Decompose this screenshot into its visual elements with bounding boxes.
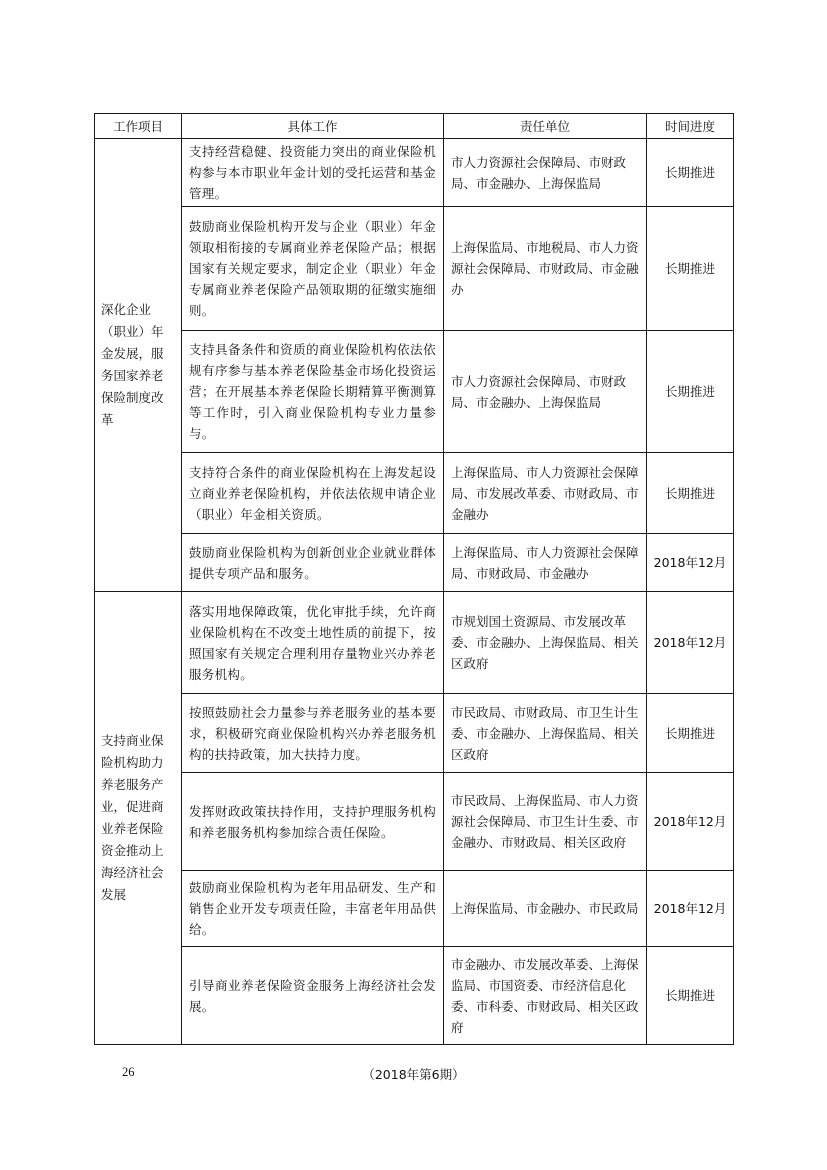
unit-cell: 上海保监局、市金融办、市民政局 bbox=[444, 871, 647, 947]
work-cell: 引导商业养老保险资金服务上海经济社会发展。 bbox=[182, 947, 444, 1045]
time-cell: 2018年12月 bbox=[647, 592, 734, 694]
time-cell: 2018年12月 bbox=[647, 534, 734, 592]
work-cell: 鼓励商业保险机构为老年用品研发、生产和销售企业开发专项责任险，丰富老年用品供给。 bbox=[182, 871, 444, 947]
table-header-row bbox=[95, 114, 734, 139]
time-cell: 长期推进 bbox=[647, 453, 734, 534]
work-cell: 鼓励商业保险机构为创新创业企业就业群体提供专项产品和服务。 bbox=[182, 534, 444, 592]
time-cell: 长期推进 bbox=[647, 947, 734, 1045]
header-project: 工作项目 bbox=[95, 114, 182, 139]
table-row bbox=[95, 871, 734, 947]
section-category: 深化企业（职业）年金发展，服务国家养老保险制度改革 bbox=[95, 139, 182, 592]
time-cell: 2018年12月 bbox=[647, 871, 734, 947]
time-cell: 长期推进 bbox=[647, 139, 734, 207]
table-row bbox=[95, 453, 734, 534]
section-category: 支持商业保险机构助力养老服务产业，促进商业养老保险资金推动上海经济社会发展 bbox=[95, 592, 182, 1045]
unit-cell: 市人力资源社会保障局、市财政局、市金融办、上海保监局 bbox=[444, 331, 647, 453]
table-row bbox=[95, 534, 734, 592]
table-row bbox=[95, 139, 734, 207]
header-time: 时间进度 bbox=[647, 114, 734, 139]
unit-cell: 上海保监局、市人力资源社会保障局、市财政局、市金融办 bbox=[444, 534, 647, 592]
table-row bbox=[95, 331, 734, 453]
issue-label: （2018年第6期） bbox=[362, 1067, 465, 1082]
work-cell: 支持符合条件的商业保险机构在上海发起设立商业养老保险机构，并依法依规申请企业（职业）年金相关资质。 bbox=[182, 453, 444, 534]
unit-cell: 上海保监局、市人力资源社会保障局、市发展改革委、市财政局、市金融办 bbox=[444, 453, 647, 534]
unit-cell: 市规划国土资源局、市发展改革委、市金融办、上海保监局、相关区政府 bbox=[444, 592, 647, 694]
time-cell: 长期推进 bbox=[647, 694, 734, 773]
time-cell: 长期推进 bbox=[647, 331, 734, 453]
work-cell: 支持具备条件和资质的商业保险机构依法依规有序参与基本养老保险基金市场化投资运营；在开展基本养老保险长期精算平衡测算等工作时，引入商业保险机构专业力量参与。 bbox=[182, 331, 444, 453]
work-cell: 按照鼓励社会力量参与养老服务业的基本要求，积极研究商业保险机构兴办养老服务机构的扶持政策，加大扶持力度。 bbox=[182, 694, 444, 773]
header-unit: 责任单位 bbox=[444, 114, 647, 139]
header-work: 具体工作 bbox=[182, 114, 444, 139]
table-row bbox=[95, 694, 734, 773]
time-cell: 长期推进 bbox=[647, 207, 734, 331]
table-row bbox=[95, 592, 734, 694]
work-cell: 鼓励商业保险机构开发与企业（职业）年金领取相衔接的专属商业养老保险产品；根据国家有关规定要求，制定企业（职业）年金专属商业养老保险产品领取期的征缴实施细则。 bbox=[182, 207, 444, 331]
page-number: 26 bbox=[122, 1065, 135, 1079]
unit-cell: 市金融办、市发展改革委、上海保监局、市国资委、市经济信息化委、市科委、市财政局、相关区政府 bbox=[444, 947, 647, 1045]
table-row bbox=[95, 947, 734, 1045]
unit-cell: 上海保监局、市地税局、市人力资源社会保障局、市财政局、市金融办 bbox=[444, 207, 647, 331]
unit-cell: 市民政局、上海保监局、市人力资源社会保障局、市卫生计生委、市金融办、市财政局、相关区政府 bbox=[444, 773, 647, 871]
table-row bbox=[95, 773, 734, 871]
work-cell: 落实用地保障政策，优化审批手续，允许商业保险机构在不改变土地性质的前提下，按照国家有关规定合理利用存量物业兴办养老服务机构。 bbox=[182, 592, 444, 694]
unit-cell: 市人力资源社会保障局、市财政局、市金融办、上海保监局 bbox=[444, 139, 647, 207]
table-row bbox=[95, 207, 734, 331]
unit-cell: 市民政局、市财政局、市卫生计生委、市金融办、上海保监局、相关区政府 bbox=[444, 694, 647, 773]
time-cell: 2018年12月 bbox=[647, 773, 734, 871]
work-plan-table bbox=[94, 113, 734, 1045]
work-cell: 发挥财政政策扶持作用，支持护理服务机构和养老服务机构参加综合责任保险。 bbox=[182, 773, 444, 871]
work-cell: 支持经营稳健、投资能力突出的商业保险机构参与本市职业年金计划的受托运营和基金管理。 bbox=[182, 139, 444, 207]
